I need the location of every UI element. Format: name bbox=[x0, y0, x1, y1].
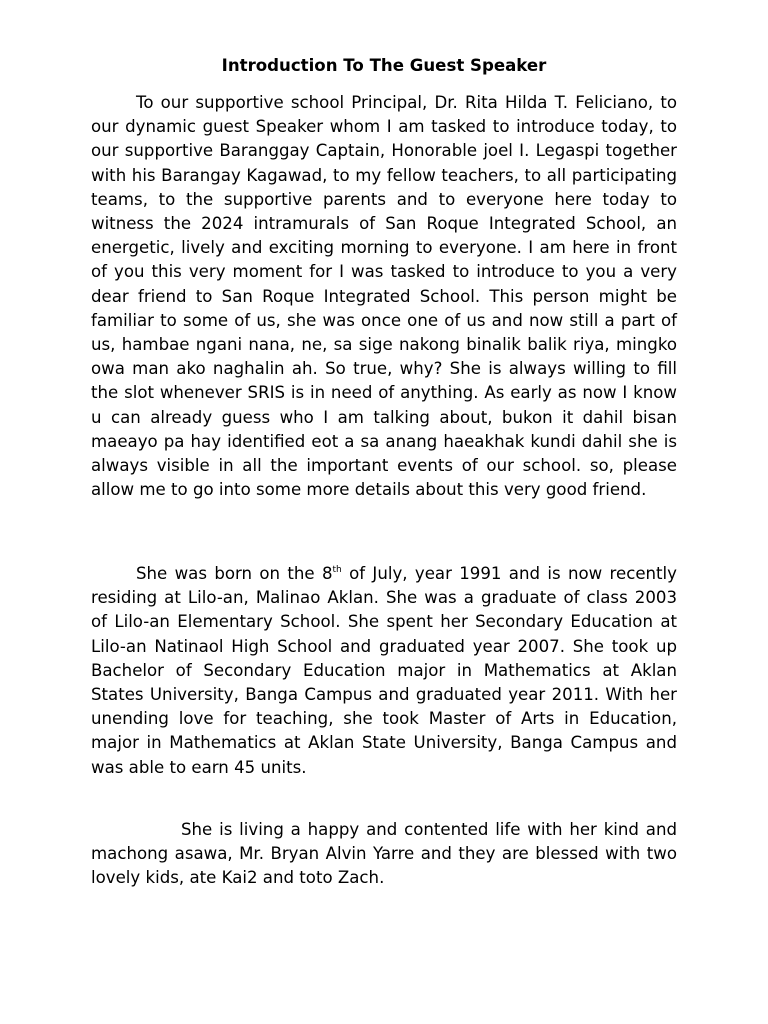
paragraph-biography-text-rest: of July, year 1991 and is now recently residing at Lilo-an, Malinao Aklan. She was a graduate of class 2003 of Lilo-an Elementary School. She spent her Secondary Education at Lilo-an Natinaol High School and graduated year 2007. She took up Bachelor of Secondary Education major in Mathematics at Aklan States University, Banga Campus and graduated year 2011. With her unending love for teaching, she took Master of Arts in Education, major in Mathematics at Aklan State University, Banga Campus and was able to earn 45 units. bbox=[91, 564, 677, 777]
paragraph-biography bbox=[91, 562, 677, 780]
paragraph-family: She is living a happy and contented life with her kind and machong asawa, Mr. Bryan Alvin Yarre and they are blessed with two lovely kids, ate Kai2 and toto Zach. bbox=[91, 820, 677, 888]
ordinal-suffix: th bbox=[332, 565, 342, 575]
paragraph-greeting: To our supportive school Principal, Dr. Rita Hilda T. Feliciano, to our dynamic guest Speaker whom I am tasked to introduce today, to our supportive Baranggay Captain, Honorable joel I. Legaspi together with his Barangay Kagawad, to my fellow teachers, to all participating teams, to the supportive parents and to everyone here today to witness the 2024 intramurals of San Roque Integrated School, an energetic, lively and exciting morning to everyone. I am here in front of you this very moment for I was tasked to introduce to you a very dear friend to San Roque Integrated School. This person might be familiar to some of us, she was once one of us and now still a part of us, hambae ngani nana, ne, sa sige nakong binalik balik riya, mingko owa man ako naghalin ah. So true, why? She is always willing to fill the slot whenever SRIS is in need of anything. As early as now I know u can already guess who I am talking about, bukon it dahil bisan maeayo pa hay identified eot a sa anang haeakhak kundi dahil she is always visible in all the important events of our school. so, please allow me to go into some more details about this very good friend. bbox=[91, 93, 677, 500]
paragraph-biography-text-start: She was born on the 8 bbox=[136, 564, 333, 583]
document-title: Introduction To The Guest Speaker bbox=[221, 56, 547, 75]
